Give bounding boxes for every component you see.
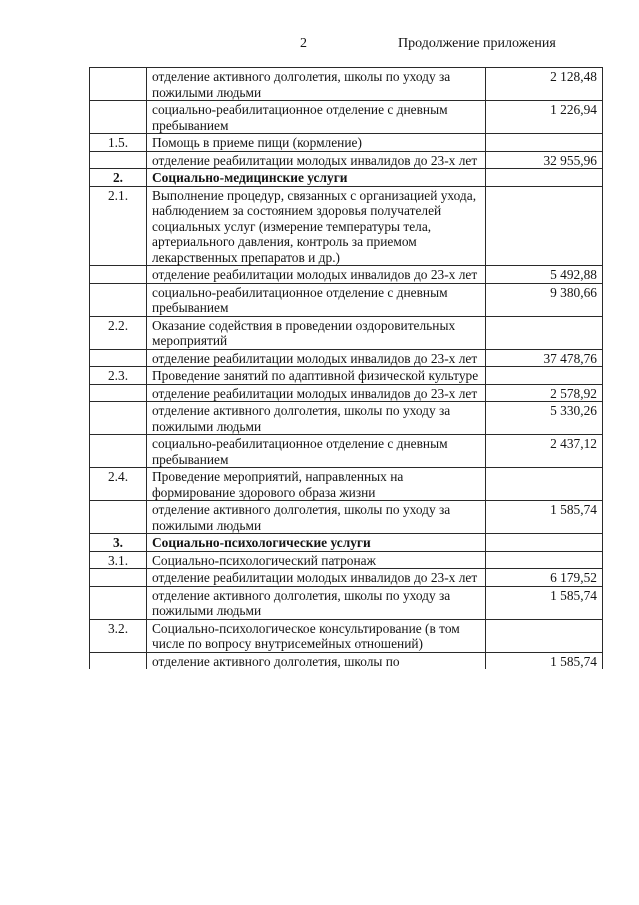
table-row [90, 652, 603, 669]
table-row [90, 367, 603, 385]
row-service-name: Проведение мероприятий, направленных на формирование здорового образа жизни [147, 468, 486, 501]
table-row [90, 68, 603, 101]
row-number [90, 384, 147, 402]
row-service-name: отделение активного долголетия, школы по уходу за пожилыми людьми [147, 402, 486, 435]
row-value [486, 134, 603, 152]
table-body [90, 68, 603, 670]
row-number [90, 501, 147, 534]
section-row [90, 534, 603, 552]
table-row [90, 101, 603, 134]
row-value [486, 316, 603, 349]
table-row [90, 151, 603, 169]
row-value [486, 551, 603, 569]
row-value: 1 585,74 [486, 586, 603, 619]
table-row [90, 266, 603, 284]
table-row [90, 186, 603, 266]
row-number [90, 569, 147, 587]
row-service-name: отделение активного долголетия, школы по [147, 652, 486, 669]
row-value: 5 330,26 [486, 402, 603, 435]
page-header [0, 36, 639, 56]
row-number [90, 402, 147, 435]
row-value: 37 478,76 [486, 349, 603, 367]
row-value: 1 226,94 [486, 101, 603, 134]
row-value [486, 619, 603, 652]
table-row [90, 551, 603, 569]
table-row [90, 569, 603, 587]
table-row [90, 435, 603, 468]
row-number: 3. [90, 534, 147, 552]
row-service-name: отделение активного долголетия, школы по уходу за пожилыми людьми [147, 68, 486, 101]
row-number [90, 151, 147, 169]
row-number [90, 586, 147, 619]
row-service-name: Выполнение процедур, связанных с организацией ухода, наблюдением за состоянием здоровья получателей социальных услуг (измерение температуры тела, артериального давления, контроль за приемом лекарственных препаратов и др.) [147, 186, 486, 266]
section-title: Социально-медицинские услуги [147, 169, 486, 187]
table-row [90, 283, 603, 316]
table-row [90, 619, 603, 652]
row-number [90, 283, 147, 316]
section-row [90, 169, 603, 187]
table-row [90, 349, 603, 367]
row-value: 2 128,48 [486, 68, 603, 101]
continuation-label: Продолжение приложения [398, 36, 556, 51]
table-row [90, 134, 603, 152]
row-value [486, 534, 603, 552]
row-service-name: социально-реабилитационное отделение с дневным пребыванием [147, 283, 486, 316]
row-service-name: Проведение занятий по адаптивной физической культуре [147, 367, 486, 385]
row-service-name: отделение активного долголетия, школы по уходу за пожилыми людьми [147, 501, 486, 534]
table-row [90, 586, 603, 619]
row-value: 6 179,52 [486, 569, 603, 587]
row-service-name: социально-реабилитационное отделение с дневным пребыванием [147, 101, 486, 134]
table-row [90, 402, 603, 435]
row-service-name: отделение реабилитации молодых инвалидов до 23-х лет [147, 151, 486, 169]
row-value: 5 492,88 [486, 266, 603, 284]
row-value [486, 367, 603, 385]
row-value: 32 955,96 [486, 151, 603, 169]
section-title: Социально-психологические услуги [147, 534, 486, 552]
row-number [90, 266, 147, 284]
row-value [486, 169, 603, 187]
row-service-name: Помощь в приеме пищи (кормление) [147, 134, 486, 152]
row-value: 1 585,74 [486, 652, 603, 669]
row-number: 3.1. [90, 551, 147, 569]
row-value: 9 380,66 [486, 283, 603, 316]
row-service-name: Социально-психологический патронаж [147, 551, 486, 569]
row-number [90, 652, 147, 669]
row-number: 2. [90, 169, 147, 187]
row-value: 2 437,12 [486, 435, 603, 468]
row-value [486, 186, 603, 266]
row-number: 2.4. [90, 468, 147, 501]
page-number: 2 [300, 36, 307, 51]
table-row [90, 384, 603, 402]
row-service-name: отделение реабилитации молодых инвалидов до 23-х лет [147, 384, 486, 402]
row-number: 3.2. [90, 619, 147, 652]
row-number: 1.5. [90, 134, 147, 152]
table-row [90, 501, 603, 534]
row-service-name: социально-реабилитационное отделение с дневным пребыванием [147, 435, 486, 468]
row-service-name: отделение реабилитации молодых инвалидов до 23-х лет [147, 349, 486, 367]
table-row [90, 468, 603, 501]
row-number [90, 349, 147, 367]
row-number: 2.3. [90, 367, 147, 385]
row-value: 2 578,92 [486, 384, 603, 402]
row-value: 1 585,74 [486, 501, 603, 534]
row-number [90, 68, 147, 101]
row-service-name: отделение реабилитации молодых инвалидов до 23-х лет [147, 569, 486, 587]
row-service-name: отделение реабилитации молодых инвалидов до 23-х лет [147, 266, 486, 284]
row-number [90, 435, 147, 468]
table-row [90, 316, 603, 349]
row-service-name: Оказание содействия в проведении оздоровительных мероприятий [147, 316, 486, 349]
row-number [90, 101, 147, 134]
row-value [486, 468, 603, 501]
row-number: 2.1. [90, 186, 147, 266]
row-service-name: Социально-психологическое консультирование (в том числе по вопросу внутрисемейных отношений) [147, 619, 486, 652]
row-number: 2.2. [90, 316, 147, 349]
row-service-name: отделение активного долголетия, школы по уходу за пожилыми людьми [147, 586, 486, 619]
services-price-table [89, 67, 603, 669]
